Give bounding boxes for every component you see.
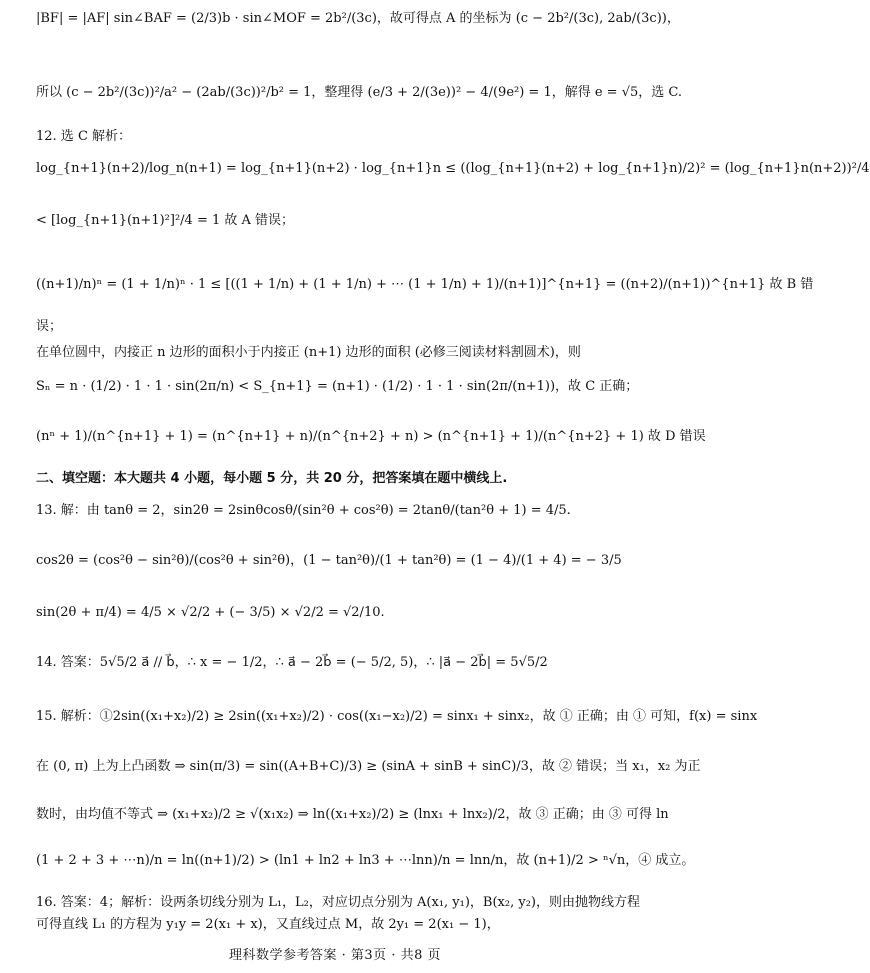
text-line-4: log_{n+1}(n+2)/log_n(n+1) = log_{n+1}(n+2) · log_{n+1}n ≤ ((log_{n+1}(n+2) + log_{n+1}n)/2)² = (log_{n+1}n(n+2))²/4 — [36, 161, 870, 176]
text-line-8: 在单位圆中，内接正 n 边形的面积小于内接正 (n+1) 边形的面积 (必修三阅读材料割圆术)，则 — [36, 345, 581, 360]
q15-line-4: (1 + 2 + 3 + ⋯n)/n = ln((n+1)/2) > (ln1 + ln2 + ln3 + ⋯lnn)/n = lnn/n，故 (n+1)/2 > ⁿ√n，④ 成立。 — [36, 853, 695, 868]
q15-line-3: 数时，由均值不等式 ⇒ (x₁+x₂)/2 ≥ √(x₁x₂) ⇒ ln((x₁+x₂)/2) ≥ (lnx₁ + lnx₂)/2，故 ③ 正确；由 ③ 可得 ln — [36, 807, 669, 822]
text-line-2: 所以 (c − 2b²/(3c))²/a² − (2ab/(3c))²/b² = 1，整理得 (e/3 + 2/(3e))² − 4/(9e²) = 1，解得 e = √5，选 C. — [36, 85, 683, 100]
q16-line-2: 可得直线 L₁ 的方程为 y₁y = 2(x₁ + x)，又直线过点 M，故 2y₁ = 2(x₁ − 1)， — [36, 917, 500, 932]
q15-line-1: 15. 解析：①2sin((x₁+x₂)/2) ≥ 2sin((x₁+x₂)/2) · cos((x₁−x₂)/2) = sinx₁ + sinx₂，故 ① 正确；由 ① 可知，f(x) = sinx — [36, 709, 758, 724]
text-line-1: |BF| = |AF| sin∠BAF = (2/3)b · sin∠MOF = 2b²/(3c)，故可得点 A 的坐标为 (c − 2b²/(3c), 2ab/(3c))， — [36, 11, 680, 26]
q16-line-1: 16. 答案：4；解析：设两条切线分别为 L₁，L₂，对应切点分别为 A(x₁, y₁)，B(x₂, y₂)，则由抛物线方程 — [36, 895, 640, 910]
q12-heading: 12. 选 C 解析： — [36, 129, 132, 144]
page-footer: 理科数学参考答案 · 第3页 · 共8 页 — [229, 948, 441, 963]
text-line-9: Sₙ = n · (1/2) · 1 · 1 · sin(2π/n) < S_{n+1} = (n+1) · (1/2) · 1 · 1 · sin(2π/(n+1))，故 C 正确； — [36, 379, 639, 394]
section-heading-fill-in: 二、填空题：本大题共 4 小题，每小题 5 分，共 20 分，把答案填在题中横线上. — [36, 471, 508, 486]
q13-line-3: sin(2θ + π/4) = 4/5 × √2/2 + (− 3/5) × √2/2 = √2/10. — [36, 605, 385, 620]
q13-line-1: 13. 解：由 tanθ = 2，sin2θ = 2sinθcosθ/(sin²θ + cos²θ) = 2tanθ/(tan²θ + 1) = 4/5. — [36, 503, 571, 518]
text-line-6: ((n+1)/n)ⁿ = (1 + 1/n)ⁿ · 1 ≤ [((1 + 1/n) + (1 + 1/n) + ⋯ (1 + 1/n) + 1)/(n+1)]^{n+1} = ((n+2)/(n+1))^{n+1} 故 B 错 — [36, 277, 814, 292]
text-line-7: 误； — [36, 319, 63, 334]
q14-line: 14. 答案：5√5/2 a⃗ // b⃗，∴ x = − 1/2，∴ a⃗ − 2b⃗ = (− 5/2, 5)，∴ |a⃗ − 2b⃗| = 5√5/2 — [36, 655, 548, 670]
text-line-10: (nⁿ + 1)/(n^{n+1} + 1) = (n^{n+1} + n)/(n^{n+2} + n) > (n^{n+1} + 1)/(n^{n+2} + 1) 故 D 错误 — [36, 429, 706, 444]
q13-line-2: cos2θ = (cos²θ − sin²θ)/(cos²θ + sin²θ)，(1 − tan²θ)/(1 + tan²θ) = (1 − 4)/(1 + 4) = − 3/5 — [36, 553, 622, 568]
text-line-5: < [log_{n+1}(n+1)²]²/4 = 1 故 A 错误； — [36, 213, 295, 228]
q15-line-2: 在 (0, π) 上为上凸函数 ⇒ sin(π/3) = sin((A+B+C)/3) ≥ (sinA + sinB + sinC)/3，故 ② 错误；当 x₁，x₂ 为正 — [36, 759, 701, 774]
